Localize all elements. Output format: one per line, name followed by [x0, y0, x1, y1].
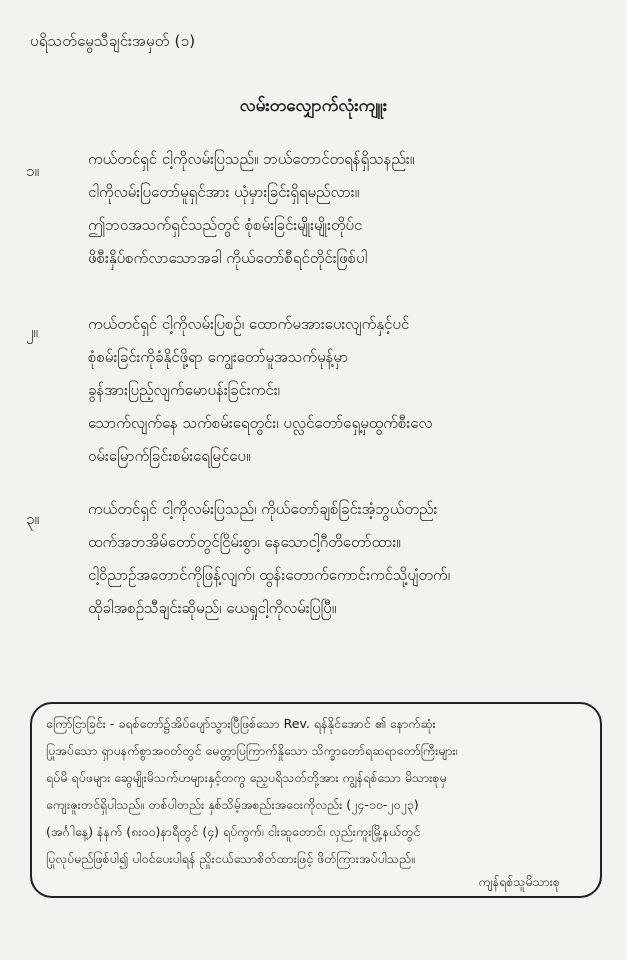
notice-line: ပြုလုပ်မည်ဖြစ်ပါ၍ ပါဝင်ပေးပါရန် ညှိုးငယ်သောစိတ်ထားဖြင့် ဖိတ်ကြားအပ်ပါသည်။ — [46, 851, 415, 866]
notice-line: ကျေးဇူးတင်ရှိပါသည်။ တစ်ပါတည်း နှစ်သိမ့်အစည်းအဝေးကိုလည်း (၂၄-၁၀-၂၀၂၃) — [46, 797, 419, 812]
notice-line: (အင်္ဂါနေ့) နံနက် (၈း၀၀)နာရီတွင် (၄) ရပ်ကွက်၊ ငါးဆူတောင်၊ လှည်းကူးမြို့နယ်တွင် — [46, 824, 421, 839]
verse-line: ဝမ်းမြောက်ခြင်းစမ်းရေမြင်ပေ။ — [88, 447, 251, 465]
verse-line: ဤဘဝအသက်ရှင်သည်တွင် စုံစမ်းခြင်းမျိုးမျိုးတိုပ်င — [88, 216, 363, 234]
verse-line: ဖိစီးနှိပ်စက်လာသောအခါ ကိုယ်တော်စီရင်တိုင်းဖြစ်ပါ — [88, 249, 368, 267]
verse-line: ကယ်တင်ရှင် ငါ့ကိုလမ်းပြစဉ်၊ ထောက်မအားပေးလျက်နှင့်ပင် — [88, 315, 410, 333]
notice-line: ရပ်မိ ရပ်ဖများ ဆွေမျိုးမိသက်ဟများနှင့်တကွ ညေ့ပရိသတ်တို့အား ကျွန်ရစ်သော မိသားစုမှ — [46, 770, 447, 785]
verse-line: ငါကိုလမ်းပြတော်မူရှင်အား ယုံမှားခြင်းရှိရမည်လား။ — [88, 183, 360, 201]
funeral-notice-box — [30, 702, 602, 898]
verse-line: ထက်အဘအိမ်တော်တွင်ငြိမ်းစွာ၊ နေသောငါ့ဂီတိတော်ထား။ — [88, 533, 401, 551]
verse-number: ၁။ — [26, 162, 39, 180]
verse-line: ကယ်တင်ရှင် ငါ့ကိုလမ်းပြသည်။ ဘယ်တောင်တရန်ရှိသနည်း။ — [88, 150, 415, 168]
verse-number: ၂။ — [26, 323, 38, 341]
hymn-number-header: ပရိသတ်မွေသီချင်းအမှတ် (၁) — [30, 32, 196, 50]
verse-line: ခွန်အားပြည့်လျက်မောပန်းခြင်းကင်း၊ — [88, 381, 280, 399]
verse-line: ထိုခါအစဉ်သီချင်းဆိုမည်၊ ယေရှုငါ့ကိုလမ်းပြပြီ။ — [88, 599, 337, 617]
verse-line: စုံစမ်းခြင်းကိုခံနိုင်ဖို့ရာ ကျွေးတော်မူအသက်မုန့်မှာ — [88, 348, 349, 366]
notice-line: ပြုအပ်သော ရှာပနက်စွာအဝတ်တွင် မေတ္တာပြကြာက်နှိုသော သိက္ခာတော်ရဆရာတော်ကြီးများ၊ — [46, 743, 458, 758]
verse-number: ၃။ — [26, 510, 39, 528]
hymn-title: လမ်းတလျှောက်လုံးကျူး — [239, 96, 388, 116]
notice-signature: ကျန်ရစ်သူမိသားစု — [478, 874, 560, 889]
verse-line: ငါ့ဝိညာဉ်အတောင်ကိုဖြန့်လျက်၊ ထွန်းတောက်ကောင်းကင်သို့ပျံတက်၊ — [88, 566, 450, 584]
verse-line: သောက်လျက်နေ သက်စမ်းရေတွင်း၊ ပလ္လင်တော်ရှေ့မှထွက်စီးလေ — [88, 414, 433, 432]
notice-line: ကြော်ငြာခြင်း - ခရစ်တော်၌အိပ်ပျော်သွားပြီဖြစ်သော Rev. ရန်နိုင်အောင် ၏ နောက်ဆုံး — [46, 716, 436, 731]
verse-line: ကယ်တင်ရှင် ငါ့ကိုလမ်းပြသည်၊ ကိုယ်တော်ချစ်ခြင်းအံ့ဘွယ်တည်း — [88, 500, 438, 518]
